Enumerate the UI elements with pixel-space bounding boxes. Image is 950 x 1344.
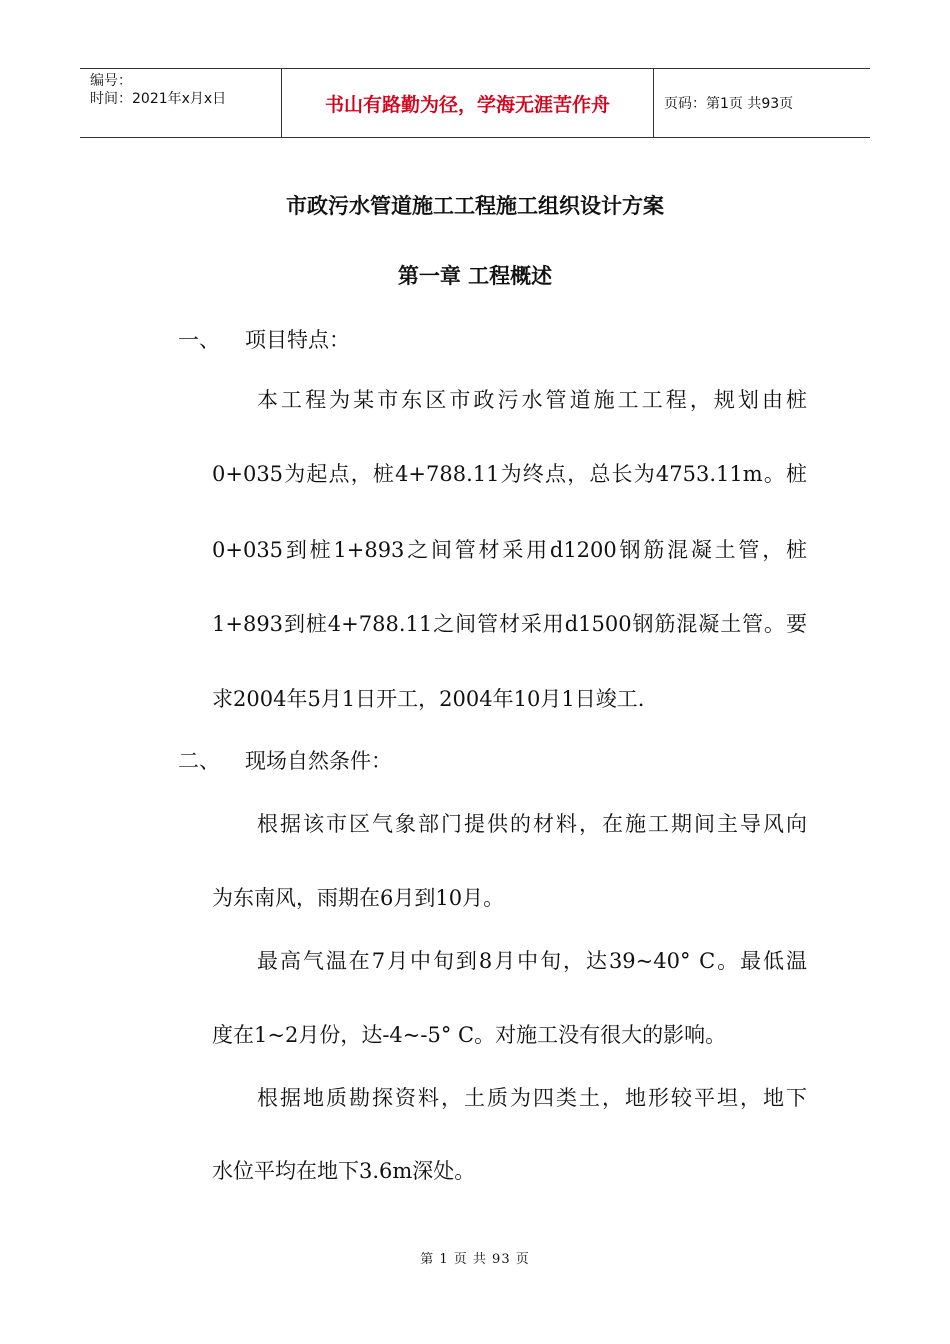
paragraph-line: 为东南风，雨期在6月到10月。 xyxy=(212,886,505,910)
section-number: 一、 xyxy=(178,328,220,352)
chapter-heading: 第一章 工程概述 xyxy=(397,263,553,288)
paragraph-line: 本工程为某市东区市政污水管道施工工程，规划由桩 xyxy=(257,388,807,412)
page-footer: 第 1 页 共 93 页 xyxy=(420,1252,530,1267)
paragraph-line: 根据该市区气象部门提供的材料，在施工期间主导风向 xyxy=(257,812,807,836)
paragraph-line: 求2004年5月1日开工，2004年10月1日竣工. xyxy=(212,687,645,711)
section-heading-1 xyxy=(178,324,350,354)
number-label: 编号： xyxy=(90,73,132,89)
paragraph-line: 1+893到桩4+788.11之间管材采用d1500钢筋混凝土管。要 xyxy=(212,612,807,636)
paragraph-line: 最高气温在7月中旬到8月中旬，达39~40° C。最低温 xyxy=(257,949,807,973)
section-heading-2 xyxy=(178,745,392,775)
page-header xyxy=(80,68,870,138)
paragraph-line: 根据地质勘探资料，土质为四类土，地形较平坦，地下 xyxy=(257,1086,807,1110)
header-motto: 书山有路勤为径，学海无涯苦作舟 xyxy=(281,69,654,137)
paragraph-line: 0+035到桩1+893之间管材采用d1200钢筋混凝土管，桩 xyxy=(212,538,807,562)
section-title: 现场自然条件： xyxy=(245,749,392,773)
paragraph-line: 0+035为起点，桩4+788.11为终点，总长为4753.11m。桩 xyxy=(212,462,807,486)
paragraph-line: 水位平均在地下3.6m深处。 xyxy=(212,1159,476,1183)
header-meta xyxy=(80,69,281,137)
section-number: 二、 xyxy=(178,749,220,773)
header-page-info: 页码：第1页 共93页 xyxy=(664,96,794,112)
document-title: 市政污水管道施工工程施工组织设计方案 xyxy=(286,193,664,218)
paragraph-line: 度在1~2月份，达-4~-5° C。对施工没有很大的影响。 xyxy=(212,1023,727,1047)
section-title: 项目特点： xyxy=(245,328,350,352)
date-label: 时间：2021年x月x日 xyxy=(90,91,227,107)
